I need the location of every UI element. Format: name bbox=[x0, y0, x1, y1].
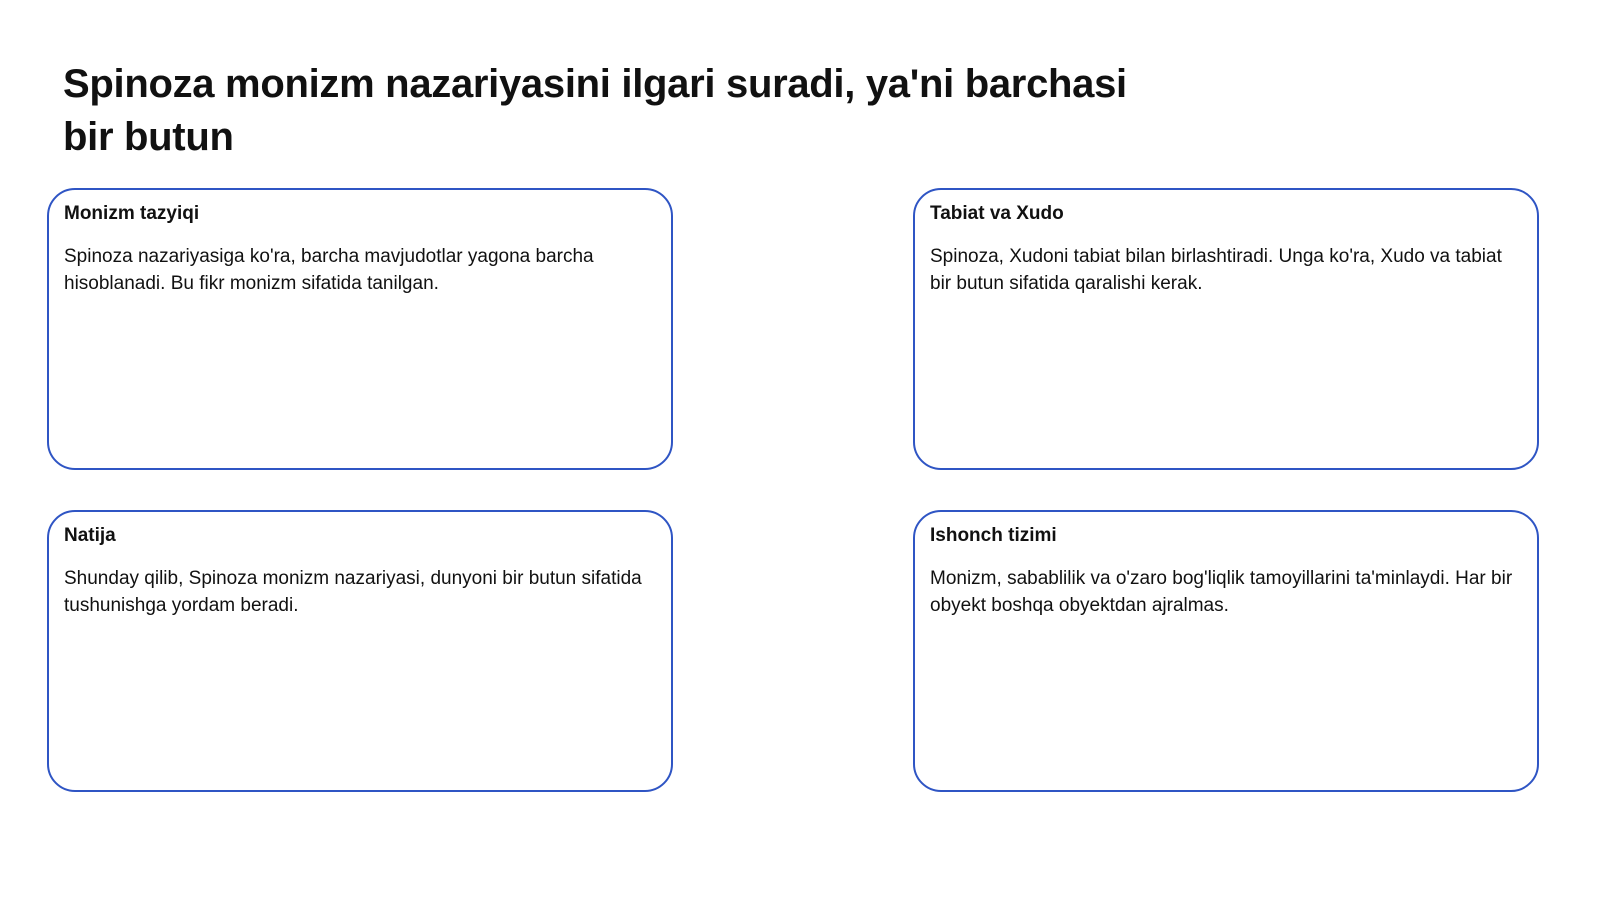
card-monizm-tazyiqi bbox=[47, 188, 673, 470]
card-heading: Tabiat va Xudo bbox=[930, 203, 1064, 224]
card-text: Spinoza nazariyasiga ko'ra, barcha mavjudotlar yagona barcha hisoblanadi. Bu fikr monizm sifatida tanilgan. bbox=[64, 246, 594, 294]
card-ishonch-tizimi bbox=[913, 510, 1539, 792]
card-tabiat-va-xudo bbox=[913, 188, 1539, 470]
card-heading: Monizm tazyiqi bbox=[64, 203, 200, 224]
slide-title: Spinoza monizm nazariyasini ilgari suradi, ya'ni barchasi bir butun bbox=[63, 62, 1127, 159]
card-text: Shunday qilib, Spinoza monizm nazariyasi, dunyoni bir butun sifatida tushunishga yordam beradi. bbox=[64, 568, 642, 616]
card-heading: Natija bbox=[64, 525, 116, 546]
card-text: Spinoza, Xudoni tabiat bilan birlashtiradi. Unga ko'ra, Xudo va tabiat bir butun sifatida qaralishi kerak. bbox=[930, 246, 1502, 294]
card-natija bbox=[47, 510, 673, 792]
card-heading: Ishonch tizimi bbox=[930, 525, 1057, 546]
card-text: Monizm, sabablilik va o'zaro bog'liqlik tamoyillarini ta'minlaydi. Har bir obyekt boshqa obyektdan ajralmas. bbox=[930, 568, 1513, 616]
